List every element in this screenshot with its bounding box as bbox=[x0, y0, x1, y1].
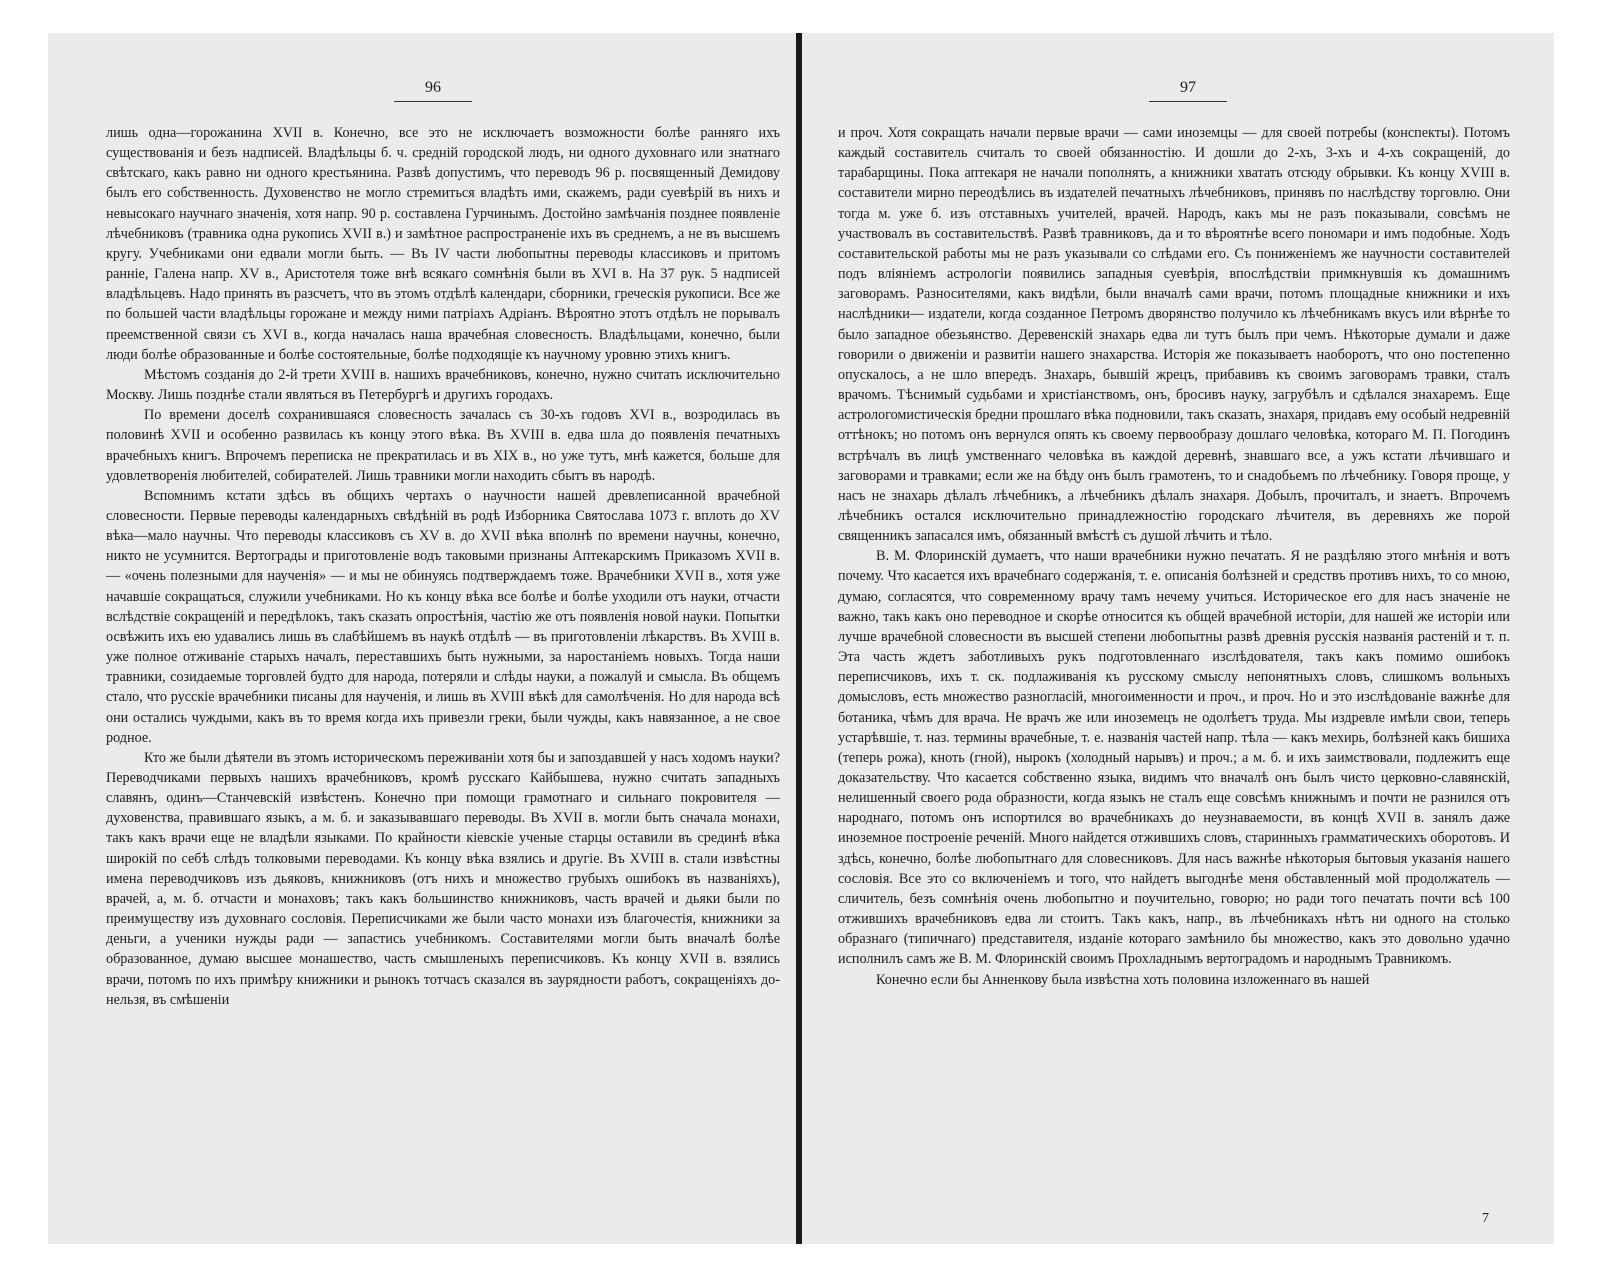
page-text bbox=[838, 123, 1510, 990]
left-page bbox=[48, 33, 796, 1244]
paragraph: Кто же были дѣятели въ этомъ историческомъ переживаніи хотя бы и запоздавшей у насъ ходомъ науки? Переводчиками первыхъ нашихъ врачебниковъ, кромѣ русскаго Кайбышева, нужно считать западныхъ славянъ, одинъ—Станчевскій извѣстенъ. Конечно при помощи грамотнаго и сильнаго покровителя — духовенства, правившаго языкъ, а м. б. и заказывавшаго переводы. Въ XVII в. могли быть сначала монахи, такъ какъ врачи еще не владѣли языками. По крайности кіевскіе ученые старцы оставили въ срединѣ вѣка широкій по себѣ слѣдъ толковыми переводами. Къ концу вѣка взялись и другіе. Въ XVIII в. стали извѣстны имена переводчиковъ изъ дьяковъ, книжниковъ (отъ нихъ и множество грубыхъ ошибокъ въ названіяхъ), врачей, а, м. б. отчасти и монаховъ; такъ какъ большинство книжниковъ, часть врачей и дьяки были по преимуществу изъ духовнаго сословія. Переписчиками же были часто монахи изъ благочестія, книжники за деньги, а ученики нужды ради — запастись учебникомъ. Составителями могли быть вначалѣ болѣе образованное, думаю высшее монашество, часть смышленыхъ переписчиковъ. Къ концу XVII в. взялись врачи, потомъ по ихъ примѣру книжники и рынокъ тотчасъ сказался въ заурядности работъ, сокращеніяхъ до-нельзя, въ смѣшеніи bbox=[106, 749, 780, 1008]
page-number-rule bbox=[1149, 101, 1227, 102]
right-page bbox=[802, 33, 1554, 1244]
page-text bbox=[106, 123, 780, 1010]
paragraph: Вспомнимъ кстати здѣсь въ общихъ чертахъ о научности нашей древлеписанной врачебной словесности. Первые переводы календарныхъ свѣдѣній въ родѣ Изборника Святослава 1073 г. вплоть до XV вѣка—мало научны. Что переводы классиковъ съ XV в. до XVII вѣка вполнѣ по времени научны, конечно, никто не усумнится. Вертограды и приготовленіе водъ таковыми признаны Аптекарскимъ Приказомъ XVII в. — «очень полезными для наученія» — и мы не обинуясь подтверждаемъ тоже. Врачебники XVII в., хотя уже начавшіе сокращаться, служили учебниками. Но къ концу вѣка все болѣе и болѣе уходили отъ науки, отчасти вслѣдствіе сокращеній и передѣлокъ, такъ сказать опростѣнія, частію же отъ появленія новой науки. Попытки освѣжить ихъ ею удавались лишь въ слабѣйшемъ въ наукѣ отдѣлѣ — въ приготовленіи лѣкарствъ. Въ XVIII в. уже полное отживаніе старыхъ началъ, переставшихъ быть нужными, за наростаніемъ новыхъ. Тогда наши травники, созидаемые торговлей будто для народа, потеряли и слѣды науки, а пожалуй и смысла. Въ общемъ стало, что русскіе врачебники писаны для наученія, и лишь въ XVIII вѣкѣ для самолѣченія. Но для народа всѣ они остались чуждыми, какъ въ то время когда ихъ привезли греки, были чужды, какъ навязанное, а не свое родное. bbox=[106, 487, 780, 746]
paragraph: Мѣстомъ созданія до 2-й трети XVIII в. нашихъ врачебниковъ, конечно, нужно считать исключительно Москву. Лишь позднѣе стали являться въ Петербургѣ и другихъ городахъ. bbox=[106, 366, 780, 404]
paragraph: Конечно если бы Анненкову была извѣстна хоть половина изложеннаго въ нашей bbox=[876, 971, 1370, 988]
paragraph: и проч. Хотя сокращать начали первые врачи — сами иноземцы — для своей потребы (конспекты). Потомъ каждый составитель считалъ то своей обязанностію. И дошли до 2-хъ, 3-хъ и 4-хъ сокращеній, до тарабарщины. Пока аптекаря не начали пополнять, а книжники хватать отсюду обрывки. Къ концу XVIII в. составители мирно переодѣлись въ издателей печатныхъ лѣчебниковъ, принявъ по наслѣдству торговлю. Они тогда м. уже б. изъ отставныхъ учителей, врачей. Народъ, какъ мы не разъ показывали, совсѣмъ не участвовалъ въ составительствѣ. Развѣ травниковъ, да и то вѣроятнѣе всего пономари и имъ подобные. Ходъ составительской работы мы не разъ указывали со слѣдами его. Съ пониженіемъ же научности составителей подъ вліяніемъ астрологіи появились западныя суевѣрія, впослѣдствіи примкнувшія къ домашнимъ заговорамъ. Разносителями, какъ видѣли, были вначалѣ сами врачи, потомъ площадные книжники и ихъ наслѣдники— издатели, когда созданное Петромъ дворянство получило къ лѣчебникамъ вкусъ или вѣрнѣе то было западное обезьянство. Деревенскій знахарь едва ли тутъ былъ при чемъ. Нѣкоторые думали и даже говорили о движеніи и развитіи нашего знахарства. Исторія же показываетъ наоборотъ, что оно постепенно опускалось, а не шло впередъ. Знахарь, бывшій жрецъ, прибавивъ къ своимъ заговорамъ травки, сталъ врачомъ. Тѣснимый судьбами и христіанствомъ, онъ, бросивъ науку, загрубѣлъ и сдѣлался знахаремъ. Еще астрологомистическія бредни прошлаго вѣка подновили, такъ сказать, знахаря, придавъ ему особый недревній оттѣнокъ; но потомъ онъ вернулся опять къ своему первообразу дошлаго человѣка, котораго М. П. Погодинъ встрѣчалъ въ лицѣ умственнаго человѣка въ каждой деревнѣ, знавшаго все, а ужъ кстати лѣчившаго и заговорами и травками; если же на бѣду онъ былъ грамотенъ, то и снадобьемъ по лѣчебнику. Говоря проще, у насъ не знахарь дѣлалъ лѣчебникъ, а лѣчебникъ дѣлалъ знахаря. Добылъ, прочиталъ, и знаетъ. Впрочемъ лѣчебникъ остался исключительно принадлежностію городскаго лѣчителя, въ деревняхъ же порой священникъ запасался имъ, обязанный вмѣстѣ съ душой лѣчить и тѣло. bbox=[838, 125, 1510, 545]
page-number-rule bbox=[394, 101, 472, 102]
paragraph: лишь одна—горожанина XVII в. Конечно, все это не исключаетъ возможности болѣе ранняго ихъ существованія и безъ надписей. Владѣльцы б. ч. средній городской людъ, ни одного духовнаго или знатнаго свѣтскаго, какъ равно ни одного крестьянина. Развѣ допустимъ, что переводъ 96 р. посвященный Демидову былъ его собственность. Духовенство не могло стремиться владѣть ими, скажемъ, ради суевѣрій въ нихъ и невысокаго научнаго значенія, хотя напр. 90 р. составлена Гурчинымъ. Достойно замѣчанія позднее появленіе лѣчебниковъ (травника одна рукопись XVII в.) и замѣтное распространеніе ихъ въ среднемъ, а не въ высшемъ кругу. Учебниками они едвали могли быть. — Въ IV части любопытны переводы классиковъ и притомъ ранніе, Галена напр. XV в., Аристотеля тоже внѣ всякаго сомнѣнія были въ XVI в. На 37 рук. 5 надписей владѣльцевъ. Надо принять въ разсчетъ, что въ этомъ отдѣлѣ календари, сборники, греческія рукописи. Все же по большей части владѣльцы горожане и между ними патріахъ Адріанъ. Вѣроятно этотъ отдѣлъ не порывалъ преемственной связи съ XVI в., когда началась наша врачебная словесность. Владѣльцами, конечно, были люди болѣе образованные и болѣе состоятельные, болѣе подходящіе къ научному уровню этихъ книгъ. bbox=[106, 125, 780, 363]
book-spread bbox=[48, 33, 1554, 1244]
page-number: 96 bbox=[425, 79, 441, 96]
page-number: 97 bbox=[1180, 79, 1196, 96]
paragraph: По времени доселѣ сохранившаяся словесность зачалась съ 30-хъ годовъ XVI в., возродилась въ половинѣ XVII и особенно развилась къ концу этого вѣка. Въ XVIII в. едва шла до появленія печатныхъ врачебныхъ книгъ. Впрочемъ переписка не прекратилась и въ XIX в., но уже тутъ, мнѣ кажется, больше для удовлетворенія любителей, собирателей. Лишь травники могли находить сбытъ въ народѣ. bbox=[106, 407, 780, 484]
paragraph: В. М. Флоринскій думаетъ, что наши врачебники нужно печатать. Я не раздѣляю этого мнѣнія и вотъ почему. Что касается ихъ врачебнаго содержанія, т. е. описанія болѣзней и средствъ противъ нихъ, то со мною, думаю, согласятся, что современному врачу тамъ нечему учиться. Историческое его для насъ значеніе не важно, такъ какъ оно переводное и скорѣе относится къ общей врачебной исторіи, для нашей же исторіи или лучше врачебной словесности въ высшей степени любопытны развѣ древнія русскія названія растеній и т. п. Эта часть ждетъ заботливыхъ рукъ подготовленнаго изслѣдователя, такъ какъ помимо ошибокъ переписчиковъ, ихъ т. ск. подлаживанія къ русскому смыслу непонятныхъ словъ, слишкомъ вольныхъ домысловъ, есть множество разногласій, многоименности и проч., и проч. Но и это изслѣдованіе важнѣе для ботаника, чѣмъ для врача. Не врачъ же или иноземецъ не одолѣетъ труда. Мы издревле имѣли свои, теперь устарѣвшіе, т. наз. термины врачебные, т. е. названія частей напр. тѣла — какъ мехирь, болѣзней какъ бишиха (теперь рожа), кноть (гной), нырокъ (холодный нарывъ) и проч.; а м. б. и ихъ заимствовали, подлежитъ еще доказательству. Что касается собственно языка, видимъ что вначалѣ онъ былъ чисто церковно-славянскій, нелишенный своего рода образности, когда языкъ не сталъ еще совсѣмъ книжнымъ и почти не разнился отъ народнаго, потомъ онъ испортился во врачебникахъ до неузнаваемости, въ концѣ XVII в. занялъ даже иноземное построеніе реченій. Много найдется отжившихъ словъ, старинныхъ грамматическихъ оборотовъ. И здѣсь, конечно, болѣе любопытнаго для словесниковъ. Для насъ важнѣе нѣкоторыя бытовыя указанія нашего сословія. Все это со включеніемъ и того, что найдетъ выгоднѣе меня обставленный мой продолжатель — сличитель, безъ сомнѣнія очень любопытно и поучительно, говорю; но ради того печатать почти всѣ 100 отжившихъ врачебниковъ едва ли стоитъ. Такъ какъ, напр., въ лѣчебникахъ нѣтъ ни одного на столько образнаго (типичнаго) представителя, изданіе котораго замѣнило бы множество, какъ это довольно удачно исполнилъ самъ же В. М. Флоринскій своимъ Прохладнымъ вертоградомъ и народнымъ Травникомъ. bbox=[838, 548, 1510, 968]
signature-mark: 7 bbox=[1482, 1211, 1489, 1226]
